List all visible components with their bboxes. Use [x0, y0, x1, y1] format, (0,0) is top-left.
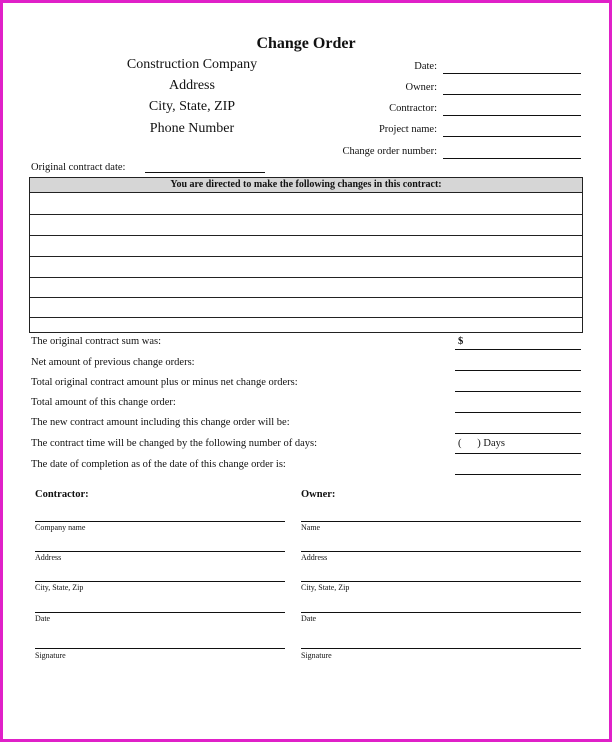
- table-row[interactable]: [30, 256, 582, 257]
- table-row[interactable]: [30, 235, 582, 236]
- net-previous-label: Net amount of previous change orders:: [31, 357, 195, 368]
- owner-signature-line[interactable]: [301, 648, 581, 649]
- contractor-heading: Contractor:: [35, 489, 89, 500]
- contractor-date-line[interactable]: [35, 612, 285, 613]
- owner-date-label: Date: [301, 614, 317, 623]
- owner-address-label: Address: [301, 553, 328, 562]
- change-order-number-label: Change order number:: [342, 146, 437, 157]
- change-order-number-field[interactable]: [443, 158, 581, 159]
- contractor-address-label: Address: [35, 553, 62, 562]
- owner-heading: Owner:: [301, 489, 336, 500]
- contractor-field[interactable]: [443, 115, 581, 116]
- date-field[interactable]: [443, 73, 581, 74]
- project-name-field[interactable]: [443, 136, 581, 137]
- contractor-company-line[interactable]: [35, 521, 285, 522]
- company-city-state-zip: City, State, ZIP: [148, 99, 236, 114]
- owner-label: Owner:: [405, 82, 437, 93]
- completion-date-field[interactable]: [455, 474, 581, 475]
- changes-table: [29, 177, 583, 333]
- table-row[interactable]: [30, 214, 582, 215]
- project-name-label: Project name:: [378, 124, 437, 135]
- total-this-field[interactable]: [455, 412, 581, 413]
- contractor-signature-line[interactable]: [35, 648, 285, 649]
- contractor-label: Contractor:: [389, 103, 437, 114]
- days-underline: [455, 453, 581, 454]
- changes-table-header: You are directed to make the following changes in this contract:: [30, 178, 582, 193]
- time-change-label: The contract time will be changed by the following number of days:: [31, 438, 318, 449]
- contractor-city-label: City, State, Zip: [35, 583, 84, 592]
- table-row[interactable]: [30, 297, 582, 298]
- original-sum-label: The original contract sum was:: [31, 336, 162, 347]
- new-amount-field[interactable]: [455, 433, 581, 434]
- owner-field[interactable]: [443, 94, 581, 95]
- contractor-signature-label: Signature: [35, 651, 66, 660]
- table-row[interactable]: [30, 317, 582, 318]
- contractor-city-line[interactable]: [35, 581, 285, 582]
- owner-name-line[interactable]: [301, 521, 581, 522]
- owner-city-label: City, State, Zip: [301, 583, 350, 592]
- date-label: Date:: [414, 61, 437, 72]
- owner-city-line[interactable]: [301, 581, 581, 582]
- company-address: Address: [169, 78, 215, 93]
- currency-symbol: $: [458, 336, 464, 347]
- new-amount-label: The new contract amount including this change order will be:: [31, 417, 290, 428]
- original-contract-date-field[interactable]: [145, 172, 265, 173]
- total-original-label: Total original contract amount plus or minus net change orders:: [31, 377, 298, 388]
- original-sum-field[interactable]: [455, 349, 581, 350]
- net-previous-field[interactable]: [455, 370, 581, 371]
- owner-signature-label: Signature: [301, 651, 332, 660]
- contractor-address-line[interactable]: [35, 551, 285, 552]
- original-contract-date-label: Original contract date:: [31, 162, 126, 173]
- completion-date-label: The date of completion as of the date of this change order is:: [31, 459, 286, 470]
- contractor-company-label: Company name: [35, 523, 86, 532]
- total-this-label: Total amount of this change order:: [31, 397, 176, 408]
- owner-name-label: Name: [301, 523, 321, 532]
- company-name: Construction Company: [126, 57, 258, 72]
- total-original-field[interactable]: [455, 391, 581, 392]
- owner-date-line[interactable]: [301, 612, 581, 613]
- days-field[interactable]: ( ) Days: [458, 438, 505, 449]
- company-phone: Phone Number: [149, 121, 235, 136]
- page-title: Change Order: [256, 35, 356, 52]
- owner-address-line[interactable]: [301, 551, 581, 552]
- contractor-date-label: Date: [35, 614, 51, 623]
- table-row[interactable]: [30, 277, 582, 278]
